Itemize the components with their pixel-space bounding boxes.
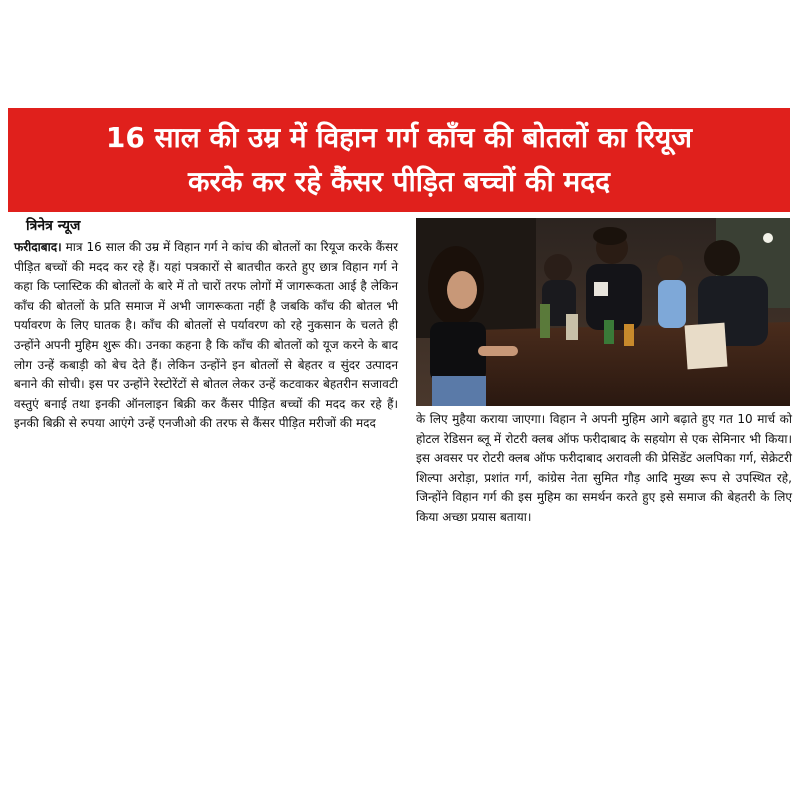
photo-bottle-2 [566, 314, 578, 340]
byline: त्रिनेत्र न्यूज [26, 218, 81, 234]
photo-light [763, 233, 773, 243]
news-photo [416, 218, 790, 406]
headline-line-1: 16 साल की उम्र में विहान गर्ग काँच की बोतलों का रियूज [105, 121, 693, 154]
headline-line-2: करके कर रहे कैंसर पीड़ित बच्चों की मदद [187, 165, 611, 198]
photo-bottle-3 [604, 320, 614, 344]
dateline: फरीदाबाद। [14, 240, 62, 254]
article-column-right [416, 410, 792, 528]
article-body-left: मात्र 16 साल की उम्र में विहान गर्ग ने कांच की बोतलों का रियूज करके कैंसर पीड़ित बच्चों की मदद कर रहे हैं। यहां पत्रकारों से बातचीत करते हुए छात्र विहान गर्ग ने कहा कि प्लास्टिक की बोतलों के बारे में तो चारों तरफ लोगों में जागरूकता आई है लेकिन काँच की बोतलों के प्रति समाज में अभी जागरूकता नहीं है जबकि काँच की बोतल भी पर्यावरण के लिए घातक है। काँच की बोतलों से पर्यावरण को रहे नुकसान के चलते ही उन्होंने अपनी मुहिम शुरू की। उनका कहना है कि काँच की बोतलों को यूज करने के बाद लोग उन्हें कबाड़ी को बेच देते हैं। लेकिन उन्होंने इन बोतलों से बेहतर व सुंदर उत्पादन बनाने की सोची। इस पर उन्होंने रेस्टोरेंटों से बोतल लेकर उन्हें कटवाकर बेहतरीन सजावटी वस्तुएं बनाई तथा इनकी ऑनलाइन बिक्री कर कैंसर पीड़ित बच्चों की मदद कर रहे हैं। इनकी बिक्री से रुपया आएंगे उन्हें एनजीओ की तरफ से कैंसर पीड़ित मरीजों की मदद [14, 240, 398, 431]
photo-card [685, 323, 728, 370]
photo-bottle-4 [624, 324, 634, 346]
headline-banner [8, 108, 790, 212]
photo-bottle-1 [540, 304, 550, 338]
article-column-left [14, 238, 398, 434]
article-body-right: के लिए मुहैया कराया जाएगा। विहान ने अपनी मुहिम आगे बढ़ाते हुए गत 10 मार्च को होटल रेडिसन ब्लू में रोटरी क्लब ऑफ फरीदाबाद के सहयोग से एक सेमिनार भी किया। इस अवसर पर रोटरी क्लब ऑफ फरीदाबाद अरावली की प्रेसिडेंट अलपिका गर्ग, सेक्रेटरी शिल्पा अरोड़ा, प्रशांत गर्ग, कांग्रेस नेता सुमित गौड़ आदि मुख्य रूप से उपस्थित रहे, जिन्होंने विहान गर्ग की इस मुहिम का समर्थन करते हुए इसे समाज की बेहतरी के लिए किया अच्छा प्रयास बताया। [416, 412, 792, 524]
photo-person-right-girl [657, 255, 686, 328]
